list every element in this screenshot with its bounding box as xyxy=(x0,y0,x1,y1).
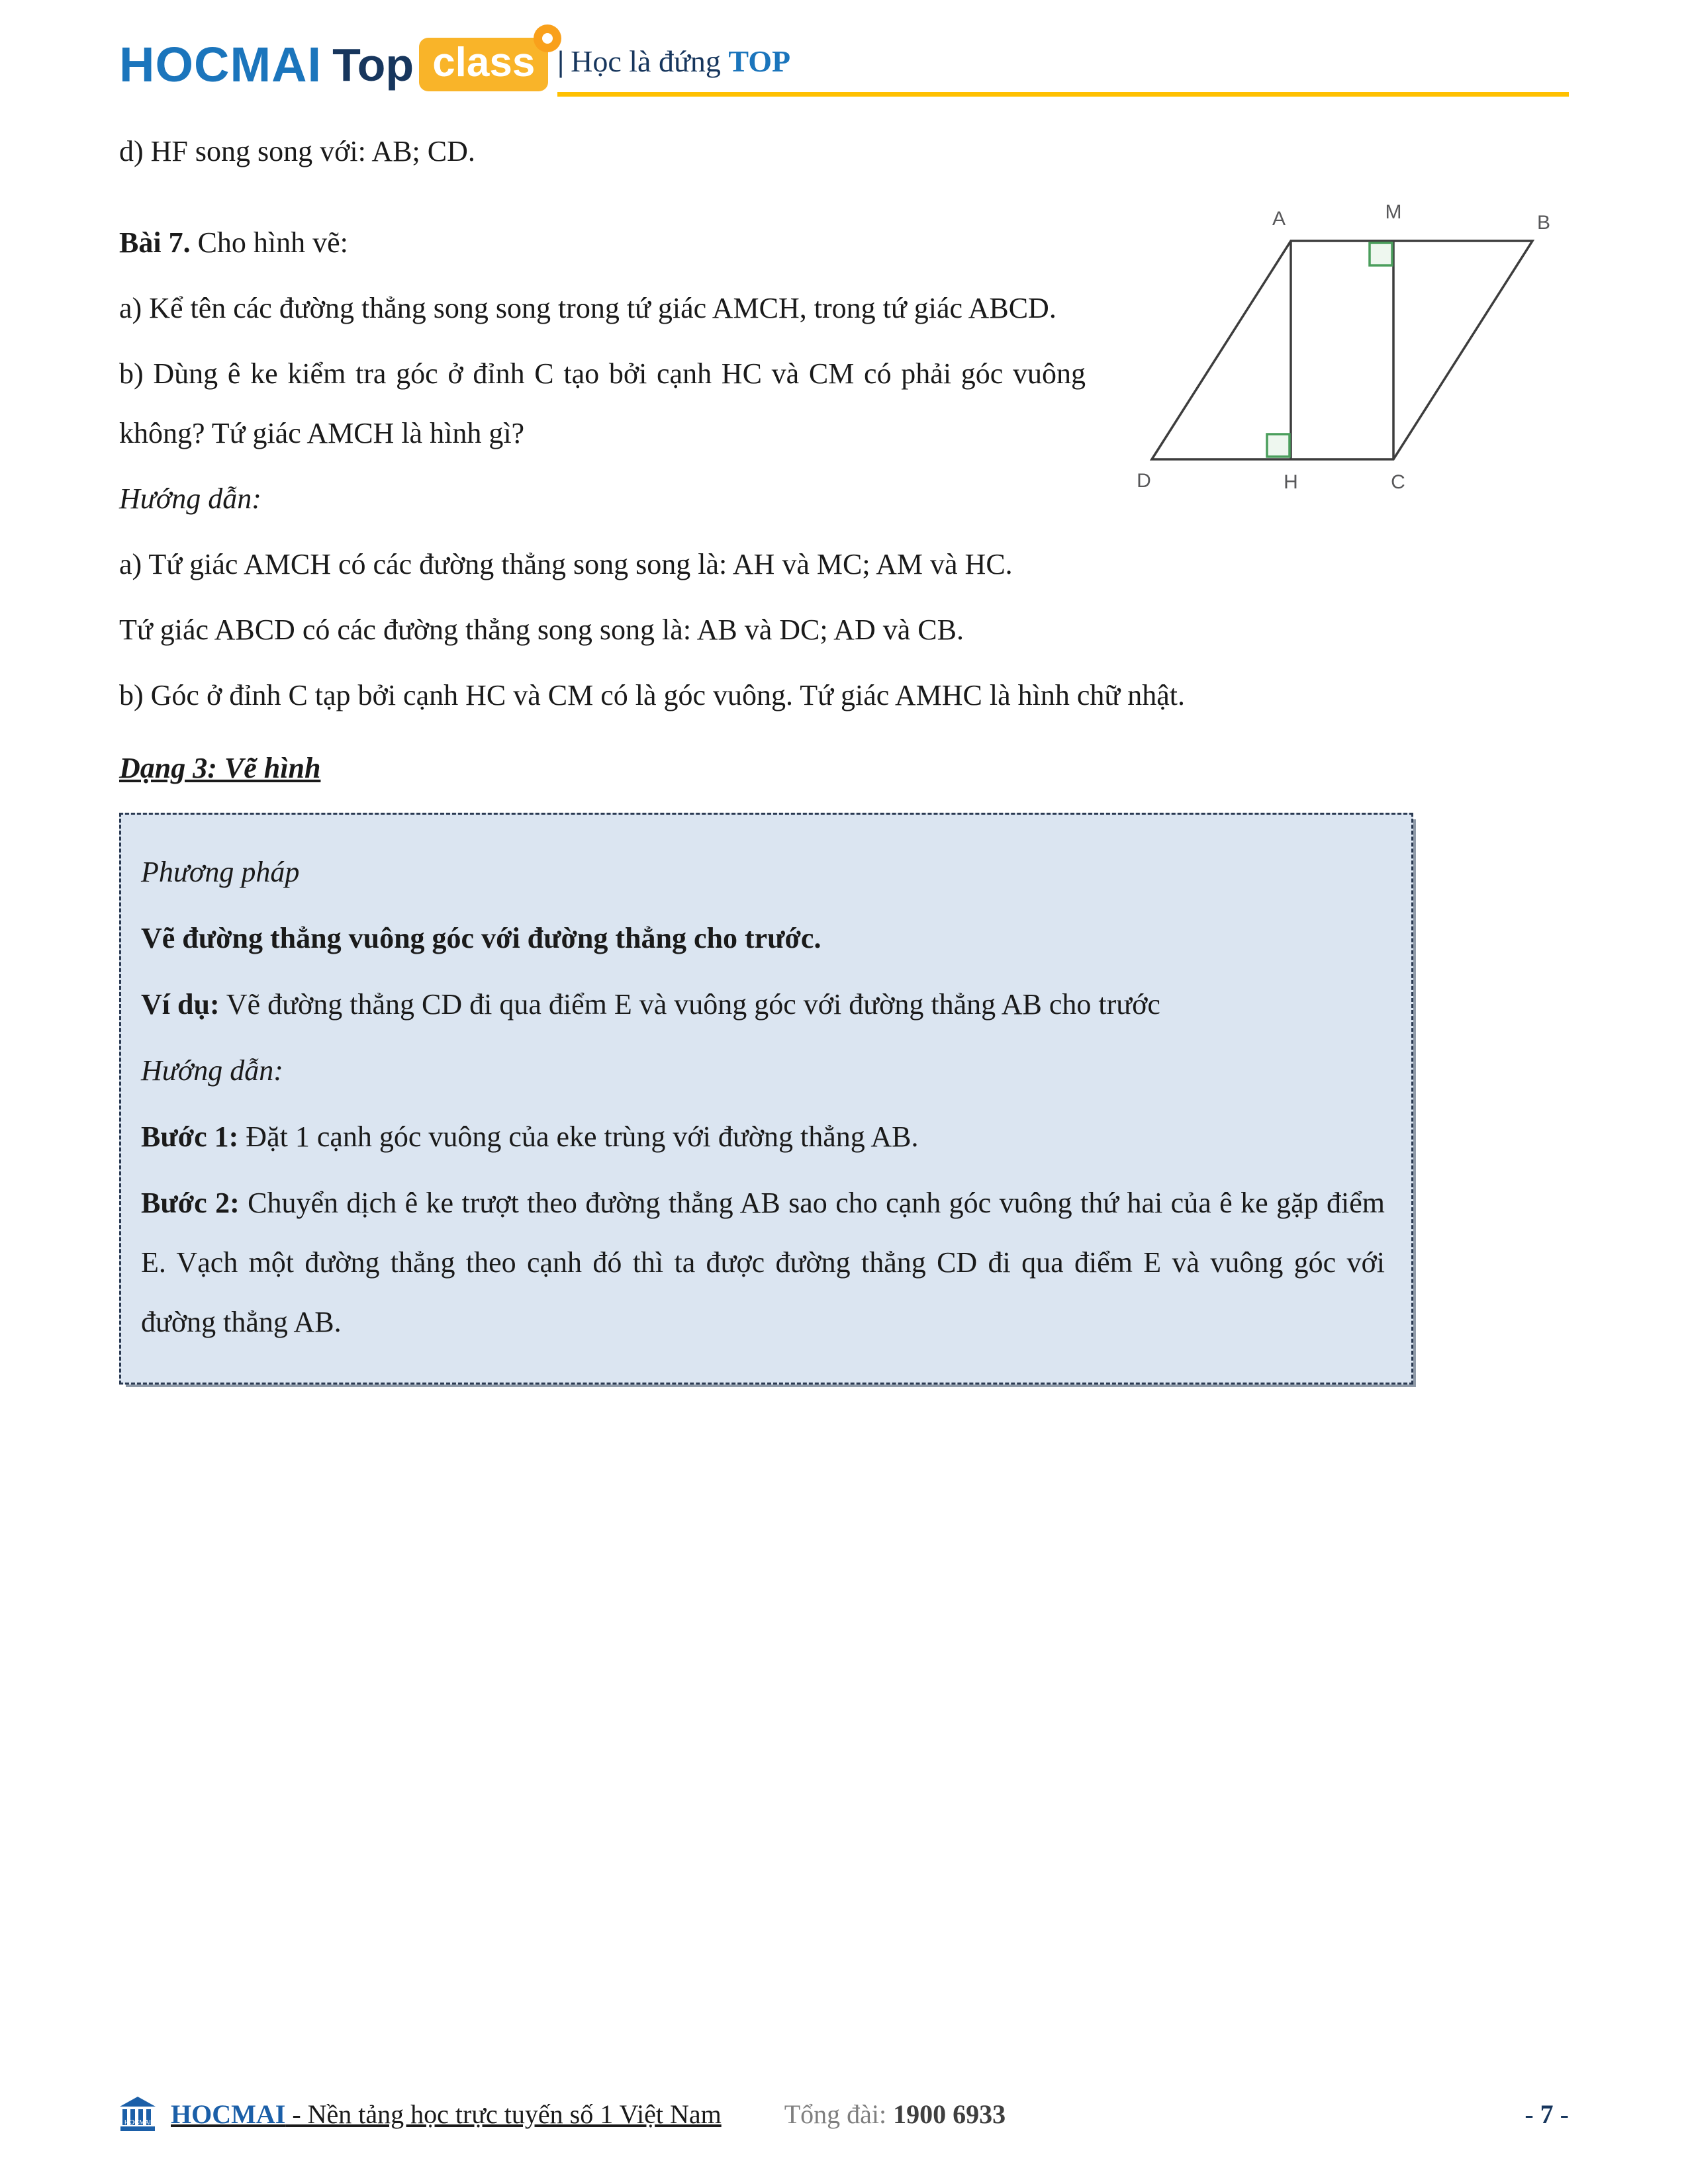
method-step-1 xyxy=(141,1107,1385,1167)
method-guide-heading: Hướng dẫn: xyxy=(141,1054,283,1087)
point-label-a: A xyxy=(1272,208,1286,230)
example-text: Vẽ đường thẳng CD đi qua điểm E và vuông góc với đường thẳng AB cho trước xyxy=(219,988,1160,1021)
parallelogram-svg xyxy=(1112,191,1569,509)
tagline-top: TOP xyxy=(728,44,791,78)
figure-parallelogram xyxy=(1112,191,1569,509)
method-label: Phương pháp xyxy=(141,856,300,888)
point-label-c: C xyxy=(1391,471,1405,493)
footer-hotline xyxy=(784,2099,1006,2130)
example-label: Ví dụ: xyxy=(141,988,220,1021)
logo-class-badge xyxy=(419,38,548,91)
page-number-value: 7 xyxy=(1540,2099,1554,2129)
solution-heading: Hướng dẫn: xyxy=(119,482,261,515)
point-label-h: H xyxy=(1284,471,1298,493)
footer-brand-line xyxy=(171,2099,722,2130)
step-1-label: Bước 1: xyxy=(141,1120,239,1153)
method-step-2 xyxy=(141,1173,1385,1352)
point-label-m: M xyxy=(1385,201,1402,223)
exercise-7-label: Bài 7. xyxy=(119,226,191,259)
page-number-pre: - xyxy=(1524,2099,1540,2129)
solution-a-line1: a) Tứ giác AMCH có các đường thẳng song song là: AH và MC; AM và HC. xyxy=(119,548,1013,580)
header-underline xyxy=(557,44,1569,97)
method-box xyxy=(119,813,1413,1385)
point-label-b: B xyxy=(1536,212,1551,234)
right-angle-marker-h xyxy=(1267,434,1289,457)
step-1-text: Đặt 1 cạnh góc vuông của eke trùng với đường thẳng AB. xyxy=(238,1120,919,1153)
hotline-label: Tổng đài: xyxy=(784,2099,894,2129)
hocmai-logo xyxy=(119,36,543,97)
step-2-label: Bước 2: xyxy=(141,1187,240,1219)
step-2-text: Chuyển dịch ê ke trượt theo đường thẳng AB sao cho cạnh góc vuông thứ hai của ê ke gặp điểm E. Vạch một đường thẳng theo cạnh đó thì ta được đường thẳng CD đi qua điểm E và vuông góc với đường thẳng AB. xyxy=(141,1187,1385,1338)
solution-a-line2: Tứ giác ABCD có các đường thẳng song song là: AB và DC; AD và CB. xyxy=(119,614,964,646)
page-footer xyxy=(119,2095,1569,2132)
svg-text:HOCMAI: HOCMAI xyxy=(124,2119,151,2126)
logo-top-text: Top xyxy=(332,38,414,91)
exercise-item-b: b) Dùng ê ke kiểm tra góc ở đỉnh C tạo bởi cạnh HC và CM có phải góc vuông không? Tứ giác AMCH là hình gì? xyxy=(119,357,1086,449)
hotline-number: 1900 6933 xyxy=(893,2099,1006,2129)
method-title: Vẽ đường thẳng vuông góc với đường thẳng cho trước. xyxy=(141,922,821,954)
tagline-text: Học là đứng xyxy=(571,44,729,78)
footer-brand-rest: - Nền tảng học trực tuyến số 1 Việt Nam xyxy=(285,2099,722,2129)
right-angle-marker-m xyxy=(1370,243,1392,265)
point-label-d: D xyxy=(1137,470,1151,492)
exercise-7-text: Cho hình vẽ: xyxy=(190,226,348,259)
statement-d: d) HF song song với: AB; CD. xyxy=(119,135,475,167)
section-heading-dang3: Dạng 3: Vẽ hình xyxy=(119,752,321,784)
method-example xyxy=(141,975,1385,1034)
logo-hocmai-text: HOCMAI xyxy=(119,37,322,92)
solution-b: b) Góc ở đỉnh C tạp bởi cạnh HC và CM có là góc vuông. Tứ giác AMHC là hình chữ nhật. xyxy=(119,679,1185,711)
tagline xyxy=(557,44,1569,79)
page-number xyxy=(1524,2099,1569,2130)
logo-class-text: class xyxy=(432,40,536,86)
parallelogram-outline xyxy=(1152,241,1532,459)
exercise-item-a: a) Kể tên các đường thẳng song song trong tứ giác AMCH, trong tứ giác ABCD. xyxy=(119,292,1056,324)
tagline-bar: | xyxy=(557,44,565,78)
building-icon xyxy=(119,2095,156,2132)
content xyxy=(119,122,1569,1385)
footer-brand-group xyxy=(119,2095,722,2132)
page-header xyxy=(119,36,1569,97)
footer-brand: HOCMAI xyxy=(171,2099,286,2129)
page-number-post: - xyxy=(1553,2099,1569,2129)
